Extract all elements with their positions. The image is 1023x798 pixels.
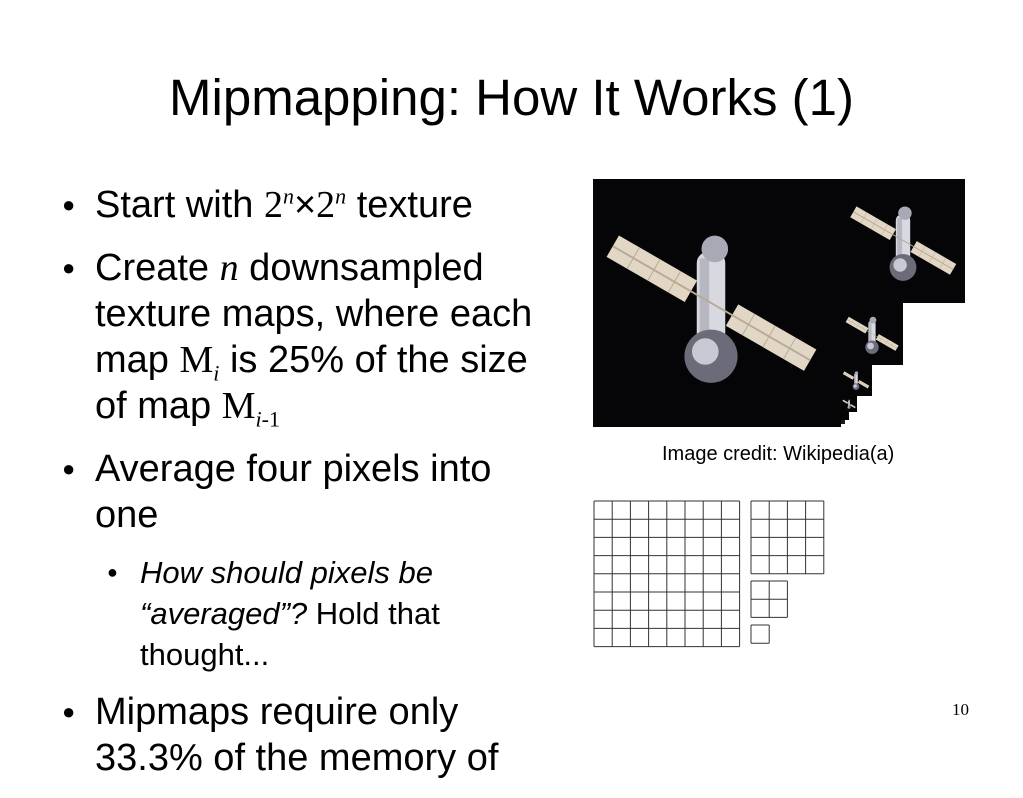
bullet-text: is 25% of the size of map [95,339,528,427]
bullet-dot: ● [62,255,76,280]
grid-level-1 [751,501,824,574]
bullet-start-texture [62,182,562,228]
bullet-text: texture [346,184,473,226]
grid-level-0 [594,501,740,647]
bullet-dot: ● [107,562,118,582]
bullet-dot: ● [62,456,76,481]
mipmap-grid-diagram [593,500,833,650]
bullet-text: Create [95,247,220,289]
bullet-memory [62,689,562,781]
bullet-text: Mipmaps require only 33.3% of the memory of [95,691,499,779]
grid-level-2 [751,581,787,617]
bullet-text: Hold that thought... [140,596,440,672]
math-base: 2$^n$ [263,183,294,226]
bullet-italic-text: How should pixels be “averaged”? [140,555,433,631]
math-mi: $M_i$ [179,339,220,386]
math-base: 2$^n$ [316,183,347,226]
bullet-average [62,446,562,538]
bullet-dot: ● [62,192,76,217]
bullet-list [62,182,562,798]
bullet-text: Start with [95,184,264,226]
mipmap-space-station-image [593,179,965,427]
math-mi-1: $M_{i-1}$ [221,385,280,432]
image-credit: Image credit: Wikipedia(a) [662,443,895,465]
grid-level-3 [751,625,769,643]
page-number: 10 [952,700,969,719]
math-n: n [219,247,239,289]
bullet-text: Average four pixels into one [95,448,492,536]
slide-title: Mipmapping: How It Works (1) [169,69,854,126]
bullet-dot: ● [62,699,76,724]
sub-bullet-averaged [107,552,562,675]
bullet-create-maps [62,245,562,432]
times-symbol: × [293,184,317,226]
bullet-text: downsampled texture maps, where each map [95,247,533,381]
